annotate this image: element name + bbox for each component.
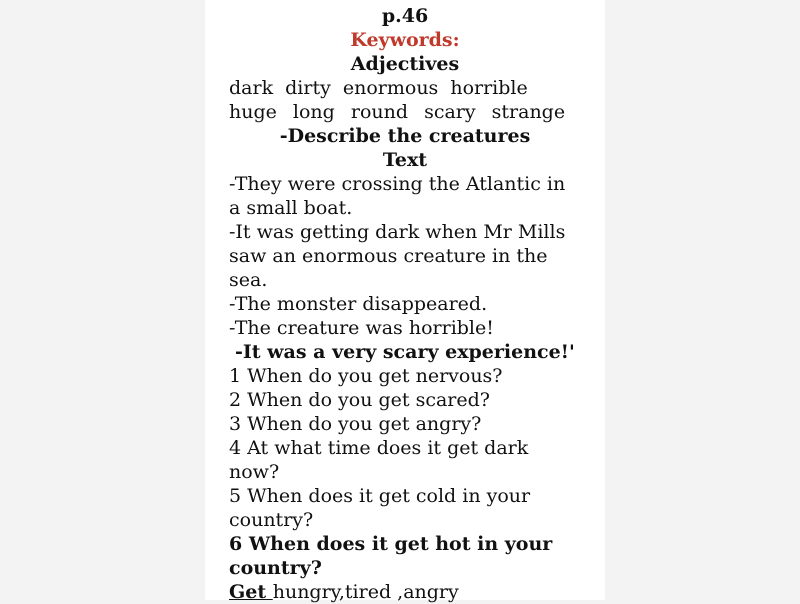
adjectives-line-1: dark dirty enormous horrible — [229, 77, 528, 99]
adjectives-line-2: huge long round scary strange — [229, 101, 566, 123]
question6-line: 6 When does it get hot in your — [229, 533, 553, 555]
question-line: 2 When do you get scared? — [229, 389, 490, 411]
emphasis-line: -It was a very scary experience!' — [235, 341, 575, 363]
question6-line: country? — [229, 557, 322, 579]
question-line: now? — [229, 461, 280, 483]
keywords-heading: Keywords: — [350, 29, 460, 51]
text-line: -They were crossing the Atlantic in — [229, 173, 566, 195]
text-line: a small boat. — [229, 197, 353, 219]
document-page — [205, 0, 605, 603]
text-line: -It was getting dark when Mr Mills — [229, 221, 566, 243]
get-rest: hungry,tired ,angry — [272, 581, 459, 603]
text-line: sea. — [229, 269, 268, 291]
text-heading: Text — [382, 149, 428, 171]
question-line: 5 When does it get cold in your — [229, 485, 531, 507]
question-line: 3 When do you get angry? — [229, 413, 482, 435]
page-number: p.46 — [381, 5, 429, 27]
text-line: -The monster disappeared. — [229, 293, 488, 315]
text-line: saw an enormous creature in the — [229, 245, 548, 267]
get-word: Get — [229, 581, 273, 603]
get-line — [229, 580, 459, 604]
adjectives-heading: Adjectives — [350, 53, 460, 75]
question-line: country? — [229, 509, 314, 531]
text-line: -The creature was horrible! — [229, 317, 494, 339]
question-line: 1 When do you get nervous? — [229, 365, 503, 387]
task-line: -Describe the creatures — [279, 125, 531, 147]
question-line: 4 At what time does it get dark — [229, 437, 529, 459]
